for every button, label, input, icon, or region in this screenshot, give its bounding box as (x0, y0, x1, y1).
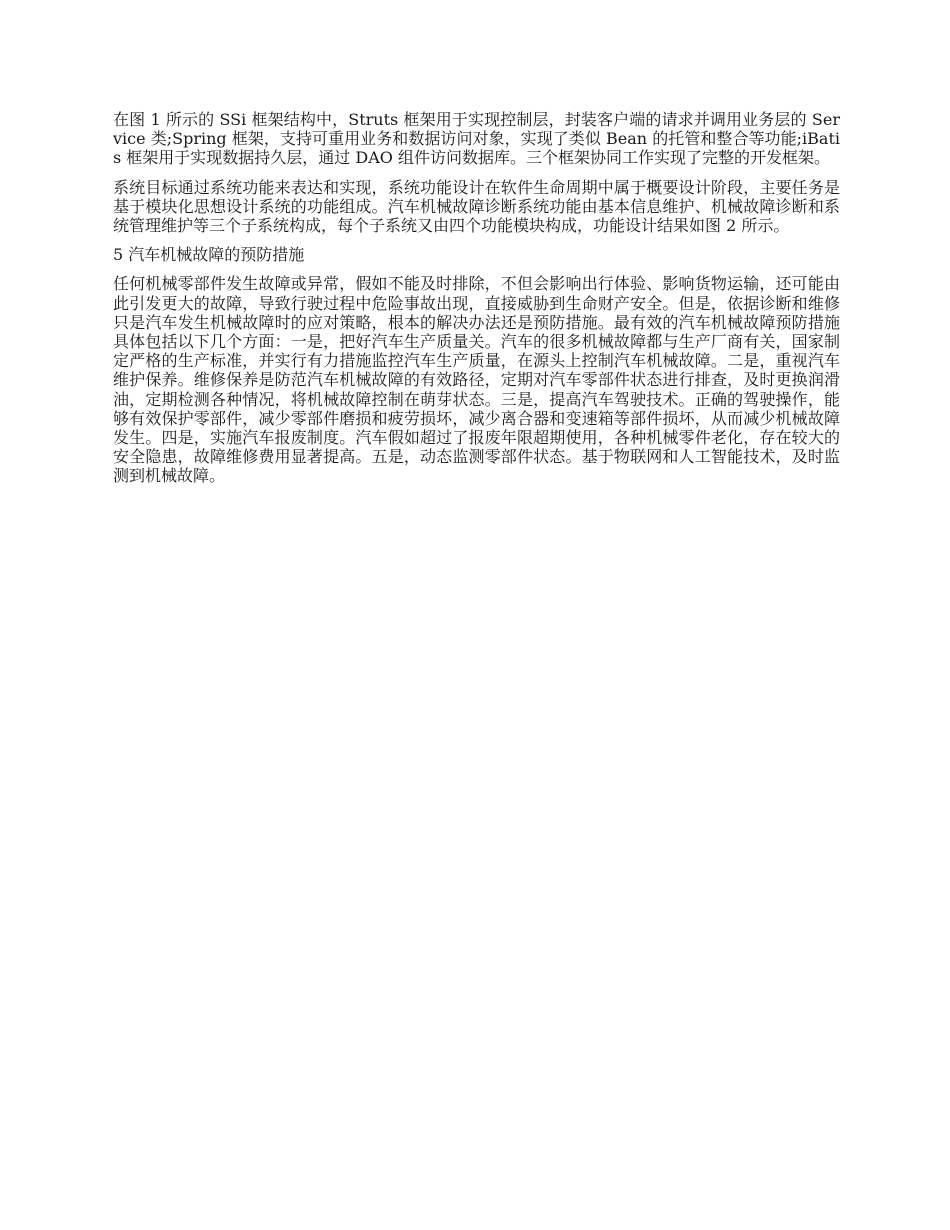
paragraph-ssi-framework: 在图 1 所示的 SSi 框架结构中，Struts 框架用于实现控制层，封装客户端的请求并调用业务层的 Service 类;Spring 框架，支持可重用业务和数据访问对象，实现了类似 Bean 的托管和整合等功能;iBatis 框架用于实现数据持久层，通过 DAO 组件访问数据库。三个框架协同工作实现了完整的开发框架。 (113, 110, 840, 168)
document-page (113, 110, 840, 496)
paragraph-prevention-measures: 任何机械零部件发生故障或异常，假如不能及时排除，不但会影响出行体验、影响货物运输，还可能由此引发更大的故障，导致行驶过程中危险事故出现，直接威胁到生命财产安全。但是，依据诊断和维修只是汽车发生机械故障时的应对策略，根本的解决办法还是预防措施。最有效的汽车机械故障预防措施具体包括以下几个方面：一是，把好汽车生产质量关。汽车的很多机械故障都与生产厂商有关，国家制定严格的生产标准，并实行有力措施监控汽车生产质量，在源头上控制汽车机械故障。二是，重视汽车维护保养。维修保养是防范汽车机械故障的有效路径，定期对汽车零部件状态进行排查，及时更换润滑油，定期检测各种情况，将机械故障控制在萌芽状态。三是，提高汽车驾驶技术。正确的驾驶操作，能够有效保护零部件，减少零部件磨损和疲劳损坏，减少离合器和变速箱等部件损坏，从而减少机械故障发生。四是，实施汽车报废制度。汽车假如超过了报废年限超期使用，各种机械零件老化，存在较大的安全隐患，故障维修费用显著提高。五是，动态监测零部件状态。基于物联网和人工智能技术，及时监测到机械故障。 (113, 274, 840, 486)
section-heading: 5 汽车机械故障的预防措施 (113, 245, 305, 265)
paragraph-system-function: 系统目标通过系统功能来表达和实现，系统功能设计在软件生命周期中属于概要设计阶段，主要任务是基于模块化思想设计系统的功能组成。汽车机械故障诊断系统功能由基本信息维护、机械故障诊断和系统管理维护等三个子系统构成，每个子系统又由四个功能模块构成，功能设计结果如图 2 所示。 (113, 177, 840, 236)
